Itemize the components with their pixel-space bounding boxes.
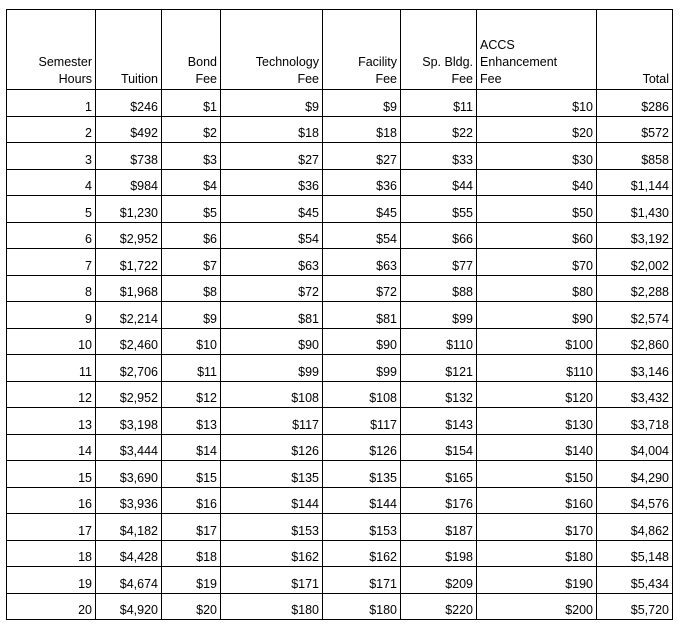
cell-accs-enhancement-fee: $130	[477, 408, 597, 435]
table-row	[7, 434, 673, 461]
cell-facility-fee: $63	[323, 249, 401, 276]
header-semester-hours-line-1: Semester	[38, 55, 92, 69]
table-row	[7, 328, 673, 355]
cell-technology-fee: $18	[221, 116, 323, 143]
cell-sp-bldg-fee: $176	[401, 487, 477, 514]
cell-bond-fee: $8	[162, 275, 221, 302]
cell-technology-fee: $153	[221, 514, 323, 541]
cell-total: $5,720	[597, 593, 673, 620]
cell-tuition: $2,460	[96, 328, 162, 355]
table-row	[7, 222, 673, 249]
cell-facility-fee: $108	[323, 381, 401, 408]
header-sp-bldg-fee	[401, 10, 477, 90]
table-row	[7, 90, 673, 117]
cell-technology-fee: $108	[221, 381, 323, 408]
cell-bond-fee: $5	[162, 196, 221, 223]
cell-tuition: $984	[96, 169, 162, 196]
cell-facility-fee: $126	[323, 434, 401, 461]
cell-tuition: $2,706	[96, 355, 162, 382]
cell-sp-bldg-fee: $11	[401, 90, 477, 117]
cell-technology-fee: $81	[221, 302, 323, 329]
header-technology-fee	[221, 10, 323, 90]
cell-accs-enhancement-fee: $80	[477, 275, 597, 302]
cell-total: $5,434	[597, 567, 673, 594]
cell-facility-fee: $18	[323, 116, 401, 143]
cell-facility-fee: $45	[323, 196, 401, 223]
cell-hours: 4	[7, 169, 96, 196]
cell-facility-fee: $54	[323, 222, 401, 249]
header-technology-fee-line-2: Fee	[297, 72, 319, 86]
header-accs-enhancement-fee	[477, 10, 597, 90]
header-bond-fee	[162, 10, 221, 90]
cell-total: $3,192	[597, 222, 673, 249]
cell-hours: 5	[7, 196, 96, 223]
cell-sp-bldg-fee: $44	[401, 169, 477, 196]
cell-total: $2,574	[597, 302, 673, 329]
cell-total: $2,860	[597, 328, 673, 355]
cell-bond-fee: $10	[162, 328, 221, 355]
cell-tuition: $4,920	[96, 593, 162, 620]
cell-accs-enhancement-fee: $160	[477, 487, 597, 514]
cell-accs-enhancement-fee: $170	[477, 514, 597, 541]
cell-sp-bldg-fee: $165	[401, 461, 477, 488]
cell-total: $2,002	[597, 249, 673, 276]
table-row	[7, 567, 673, 594]
cell-accs-enhancement-fee: $20	[477, 116, 597, 143]
cell-sp-bldg-fee: $66	[401, 222, 477, 249]
fee-schedule-table	[6, 9, 673, 620]
cell-bond-fee: $18	[162, 540, 221, 567]
cell-hours: 14	[7, 434, 96, 461]
cell-sp-bldg-fee: $121	[401, 355, 477, 382]
cell-bond-fee: $12	[162, 381, 221, 408]
cell-technology-fee: $162	[221, 540, 323, 567]
table-row	[7, 275, 673, 302]
table-row	[7, 487, 673, 514]
cell-hours: 17	[7, 514, 96, 541]
cell-total: $3,432	[597, 381, 673, 408]
cell-accs-enhancement-fee: $120	[477, 381, 597, 408]
table-row	[7, 408, 673, 435]
cell-bond-fee: $17	[162, 514, 221, 541]
cell-tuition: $1,722	[96, 249, 162, 276]
table-row	[7, 355, 673, 382]
cell-total: $5,148	[597, 540, 673, 567]
cell-tuition: $4,674	[96, 567, 162, 594]
cell-facility-fee: $81	[323, 302, 401, 329]
cell-tuition: $246	[96, 90, 162, 117]
cell-hours: 12	[7, 381, 96, 408]
cell-accs-enhancement-fee: $100	[477, 328, 597, 355]
cell-accs-enhancement-fee: $110	[477, 355, 597, 382]
table-row	[7, 169, 673, 196]
cell-technology-fee: $27	[221, 143, 323, 170]
cell-technology-fee: $126	[221, 434, 323, 461]
cell-facility-fee: $72	[323, 275, 401, 302]
cell-hours: 19	[7, 567, 96, 594]
header-accs-enhancement-fee-line-3: Fee	[480, 72, 502, 86]
header-accs-enhancement-fee-line-2: Enhancement	[480, 55, 558, 69]
cell-total: $572	[597, 116, 673, 143]
table-row	[7, 143, 673, 170]
cell-hours: 3	[7, 143, 96, 170]
cell-tuition: $2,952	[96, 381, 162, 408]
cell-sp-bldg-fee: $187	[401, 514, 477, 541]
cell-hours: 6	[7, 222, 96, 249]
cell-technology-fee: $99	[221, 355, 323, 382]
cell-bond-fee: $3	[162, 143, 221, 170]
cell-technology-fee: $63	[221, 249, 323, 276]
cell-facility-fee: $171	[323, 567, 401, 594]
table-row	[7, 381, 673, 408]
cell-tuition: $3,690	[96, 461, 162, 488]
cell-accs-enhancement-fee: $150	[477, 461, 597, 488]
cell-total: $286	[597, 90, 673, 117]
cell-bond-fee: $13	[162, 408, 221, 435]
cell-facility-fee: $36	[323, 169, 401, 196]
cell-accs-enhancement-fee: $40	[477, 169, 597, 196]
cell-hours: 15	[7, 461, 96, 488]
cell-technology-fee: $135	[221, 461, 323, 488]
table-row	[7, 196, 673, 223]
cell-accs-enhancement-fee: $140	[477, 434, 597, 461]
cell-hours: 1	[7, 90, 96, 117]
cell-hours: 7	[7, 249, 96, 276]
cell-technology-fee: $45	[221, 196, 323, 223]
header-bond-fee-line-1: Bond	[187, 55, 217, 69]
cell-total: $1,144	[597, 169, 673, 196]
header-accs-enhancement-fee-line-1: ACCS	[480, 38, 515, 52]
cell-facility-fee: $9	[323, 90, 401, 117]
cell-tuition: $2,214	[96, 302, 162, 329]
header-tuition-line-1: Tuition	[120, 72, 158, 86]
table-row	[7, 249, 673, 276]
cell-technology-fee: $117	[221, 408, 323, 435]
table-row	[7, 461, 673, 488]
cell-total: $3,718	[597, 408, 673, 435]
cell-accs-enhancement-fee: $10	[477, 90, 597, 117]
cell-bond-fee: $20	[162, 593, 221, 620]
cell-facility-fee: $180	[323, 593, 401, 620]
header-facility-fee	[323, 10, 401, 90]
cell-sp-bldg-fee: $99	[401, 302, 477, 329]
cell-hours: 11	[7, 355, 96, 382]
cell-sp-bldg-fee: $110	[401, 328, 477, 355]
cell-bond-fee: $7	[162, 249, 221, 276]
cell-hours: 18	[7, 540, 96, 567]
table-row	[7, 593, 673, 620]
header-technology-fee-line-1: Technology	[255, 55, 319, 69]
cell-hours: 9	[7, 302, 96, 329]
table-row	[7, 514, 673, 541]
header-facility-fee-line-1: Facility	[358, 55, 397, 69]
cell-hours: 8	[7, 275, 96, 302]
fee-table-body	[7, 90, 673, 620]
cell-accs-enhancement-fee: $190	[477, 567, 597, 594]
cell-bond-fee: $15	[162, 461, 221, 488]
cell-bond-fee: $19	[162, 567, 221, 594]
cell-accs-enhancement-fee: $60	[477, 222, 597, 249]
cell-sp-bldg-fee: $154	[401, 434, 477, 461]
header-bond-fee-line-2: Fee	[195, 72, 217, 86]
cell-bond-fee: $14	[162, 434, 221, 461]
cell-facility-fee: $117	[323, 408, 401, 435]
header-row	[7, 10, 673, 90]
cell-tuition: $3,444	[96, 434, 162, 461]
cell-bond-fee: $6	[162, 222, 221, 249]
cell-technology-fee: $171	[221, 567, 323, 594]
cell-hours: 10	[7, 328, 96, 355]
cell-sp-bldg-fee: $77	[401, 249, 477, 276]
cell-accs-enhancement-fee: $180	[477, 540, 597, 567]
cell-tuition: $2,952	[96, 222, 162, 249]
cell-bond-fee: $16	[162, 487, 221, 514]
cell-technology-fee: $90	[221, 328, 323, 355]
header-facility-fee-line-2: Fee	[375, 72, 397, 86]
cell-technology-fee: $180	[221, 593, 323, 620]
cell-tuition: $4,182	[96, 514, 162, 541]
table-row	[7, 302, 673, 329]
cell-tuition: $492	[96, 116, 162, 143]
cell-sp-bldg-fee: $33	[401, 143, 477, 170]
cell-technology-fee: $36	[221, 169, 323, 196]
cell-accs-enhancement-fee: $90	[477, 302, 597, 329]
cell-hours: 2	[7, 116, 96, 143]
cell-tuition: $3,936	[96, 487, 162, 514]
header-total	[597, 10, 673, 90]
header-sp-bldg-fee-line-1: Sp. Bldg.	[422, 55, 473, 69]
cell-total: $1,430	[597, 196, 673, 223]
cell-hours: 16	[7, 487, 96, 514]
cell-accs-enhancement-fee: $200	[477, 593, 597, 620]
cell-tuition: $1,230	[96, 196, 162, 223]
cell-facility-fee: $90	[323, 328, 401, 355]
cell-bond-fee: $1	[162, 90, 221, 117]
cell-tuition: $738	[96, 143, 162, 170]
cell-facility-fee: $99	[323, 355, 401, 382]
cell-total: $2,288	[597, 275, 673, 302]
header-semester-hours-line-2: Hours	[58, 72, 92, 86]
cell-bond-fee: $9	[162, 302, 221, 329]
cell-accs-enhancement-fee: $50	[477, 196, 597, 223]
cell-hours: 13	[7, 408, 96, 435]
cell-accs-enhancement-fee: $30	[477, 143, 597, 170]
header-sp-bldg-fee-line-2: Fee	[451, 72, 473, 86]
table-row	[7, 540, 673, 567]
cell-accs-enhancement-fee: $70	[477, 249, 597, 276]
cell-facility-fee: $144	[323, 487, 401, 514]
cell-technology-fee: $144	[221, 487, 323, 514]
cell-sp-bldg-fee: $198	[401, 540, 477, 567]
cell-bond-fee: $11	[162, 355, 221, 382]
cell-facility-fee: $162	[323, 540, 401, 567]
header-tuition	[96, 10, 162, 90]
header-semester-hours	[7, 10, 96, 90]
cell-technology-fee: $72	[221, 275, 323, 302]
cell-sp-bldg-fee: $132	[401, 381, 477, 408]
cell-hours: 20	[7, 593, 96, 620]
cell-total: $3,146	[597, 355, 673, 382]
cell-sp-bldg-fee: $88	[401, 275, 477, 302]
cell-facility-fee: $27	[323, 143, 401, 170]
cell-technology-fee: $54	[221, 222, 323, 249]
cell-sp-bldg-fee: $143	[401, 408, 477, 435]
cell-sp-bldg-fee: $22	[401, 116, 477, 143]
cell-tuition: $1,968	[96, 275, 162, 302]
cell-bond-fee: $4	[162, 169, 221, 196]
cell-tuition: $4,428	[96, 540, 162, 567]
cell-facility-fee: $135	[323, 461, 401, 488]
header-total-line-1: Total	[642, 72, 669, 86]
cell-total: $4,290	[597, 461, 673, 488]
cell-sp-bldg-fee: $55	[401, 196, 477, 223]
cell-facility-fee: $153	[323, 514, 401, 541]
table-row	[7, 116, 673, 143]
cell-sp-bldg-fee: $220	[401, 593, 477, 620]
cell-tuition: $3,198	[96, 408, 162, 435]
cell-total: $858	[597, 143, 673, 170]
cell-total: $4,576	[597, 487, 673, 514]
cell-sp-bldg-fee: $209	[401, 567, 477, 594]
cell-technology-fee: $9	[221, 90, 323, 117]
cell-total: $4,862	[597, 514, 673, 541]
cell-total: $4,004	[597, 434, 673, 461]
cell-bond-fee: $2	[162, 116, 221, 143]
